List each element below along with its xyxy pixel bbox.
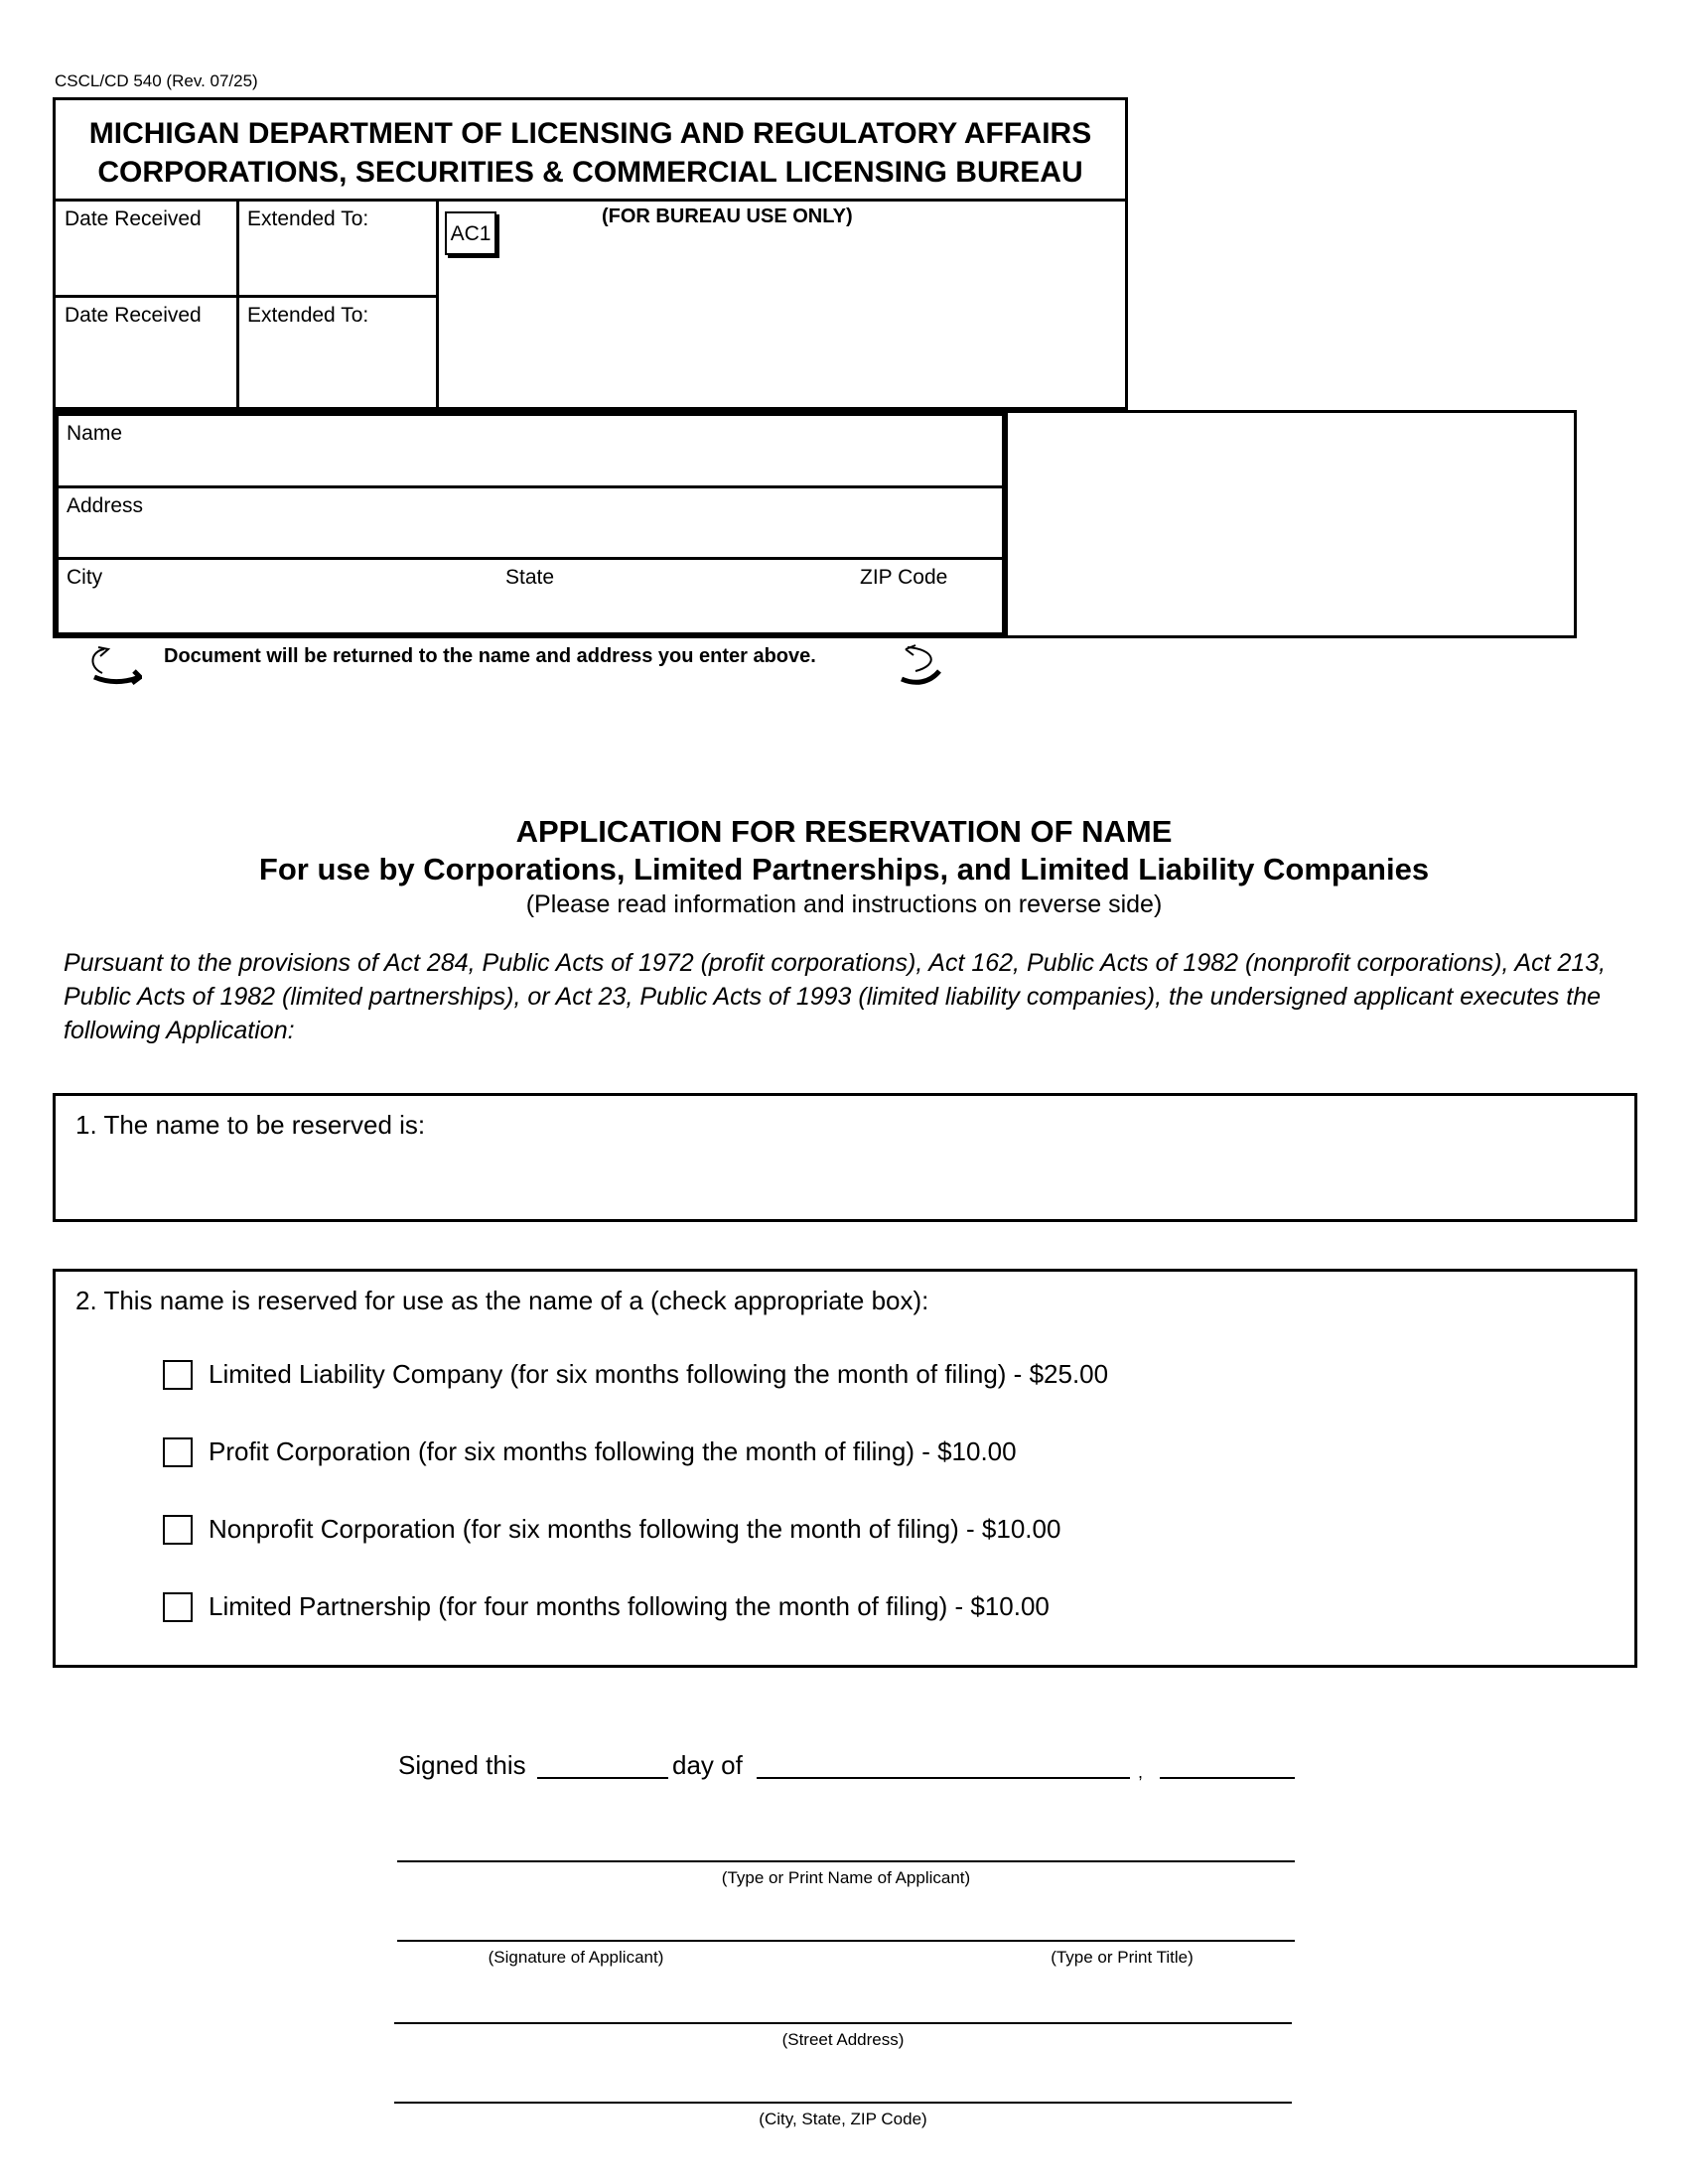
date-received-field-1[interactable]: Date Received bbox=[65, 207, 202, 230]
profit-corporation-checkbox[interactable] bbox=[163, 1437, 193, 1467]
bureau-header bbox=[56, 100, 1125, 202]
option-nonprofit-corporation[interactable]: Nonprofit Corporation (for six months following the month of filing) - $10.00 bbox=[163, 1514, 1060, 1545]
form-code: CSCL/CD 540 (Rev. 07/25) bbox=[55, 71, 258, 90]
extended-to-field-2[interactable]: Extended To: bbox=[247, 304, 369, 327]
limited-partnership-checkbox[interactable] bbox=[163, 1592, 193, 1622]
state-label: State bbox=[505, 566, 555, 589]
return-address-box bbox=[53, 410, 1008, 638]
name-field[interactable]: Name bbox=[59, 416, 1002, 488]
month-line[interactable] bbox=[757, 1777, 1130, 1779]
nonprofit-corporation-checkbox[interactable] bbox=[163, 1515, 193, 1545]
return-arrow-left-icon bbox=[84, 643, 142, 687]
option-profit-corporation[interactable]: Profit Corporation (for six months following the month of filing) - $10.00 bbox=[163, 1436, 1017, 1467]
day-line[interactable] bbox=[537, 1777, 668, 1779]
form-subtitle: For use by Corporations, Limited Partnerships, and Limited Liability Companies bbox=[258, 852, 1430, 887]
signed-this-label: Signed this bbox=[398, 1750, 526, 1780]
extended-to-field-1[interactable]: Extended To: bbox=[247, 207, 369, 230]
option-llc[interactable]: Limited Liability Company (for six months following the month of filing) - $25.00 bbox=[163, 1359, 1108, 1390]
signature-line[interactable] bbox=[397, 1940, 1295, 1942]
bureau-use-label: (FOR BUREAU USE ONLY) bbox=[602, 205, 853, 227]
item-2-label: 2. This name is reserved for use as the name of a (check appropriate box): bbox=[75, 1286, 929, 1315]
item-1-name-box[interactable] bbox=[53, 1093, 1637, 1222]
city-state-zip-row[interactable] bbox=[59, 560, 1002, 632]
street-address-line[interactable] bbox=[394, 2022, 1292, 2024]
city-state-zip-caption: (City, State, ZIP Code) bbox=[759, 2110, 927, 2128]
llc-checkbox[interactable] bbox=[163, 1360, 193, 1390]
item-1-label: 1. The name to be reserved is: bbox=[75, 1110, 426, 1140]
bureau-name: CORPORATIONS, SECURITIES & COMMERCIAL LICENSING BUREAU bbox=[97, 156, 1083, 189]
return-arrow-right-icon bbox=[896, 643, 953, 687]
zip-code-label: ZIP Code bbox=[860, 566, 948, 589]
title-caption: (Type or Print Title) bbox=[1051, 1948, 1194, 1967]
divider bbox=[56, 295, 439, 298]
signature-caption: (Signature of Applicant) bbox=[488, 1948, 664, 1967]
form-title: APPLICATION FOR RESERVATION OF NAME bbox=[515, 814, 1173, 849]
divider bbox=[436, 202, 439, 410]
day-of-label: day of bbox=[672, 1750, 743, 1780]
option-limited-partnership[interactable]: Limited Partnership (for four months following the month of filing) - $10.00 bbox=[163, 1591, 1050, 1622]
ac1-code-box: AC1 bbox=[445, 211, 496, 255]
item-2-entity-type-box bbox=[53, 1269, 1637, 1668]
street-address-caption: (Street Address) bbox=[781, 2030, 905, 2049]
applicant-name-line[interactable] bbox=[397, 1860, 1295, 1862]
date-received-field-2[interactable]: Date Received bbox=[65, 304, 202, 327]
instructions-note: (Please read information and instructions on reverse side) bbox=[525, 890, 1163, 918]
return-note: Document will be returned to the name and address you enter above. bbox=[164, 645, 816, 667]
city-label: City bbox=[67, 566, 103, 589]
bureau-use-box bbox=[53, 97, 1128, 410]
preamble: Pursuant to the provisions of Act 284, Public Acts of 1972 (profit corporations), Act 162, Public Acts of 1982 (nonprofit corporations), Act 213, Public Acts of 1982 (limited partnerships), or Act 23, Public Acts of 1993 (limited liability companies), the undersigned applicant executes the following Application: bbox=[64, 949, 1607, 1044]
city-state-zip-line[interactable] bbox=[394, 2102, 1292, 2104]
department-name: MICHIGAN DEPARTMENT OF LICENSING AND REGULATORY AFFAIRS bbox=[88, 117, 1092, 150]
applicant-name-caption: (Type or Print Name of Applicant) bbox=[721, 1868, 971, 1887]
year-line[interactable] bbox=[1160, 1777, 1295, 1779]
filing-stamp-box bbox=[1008, 410, 1577, 638]
date-comma: , bbox=[1138, 1762, 1144, 1782]
divider bbox=[236, 202, 239, 410]
address-field[interactable]: Address bbox=[59, 488, 1002, 560]
